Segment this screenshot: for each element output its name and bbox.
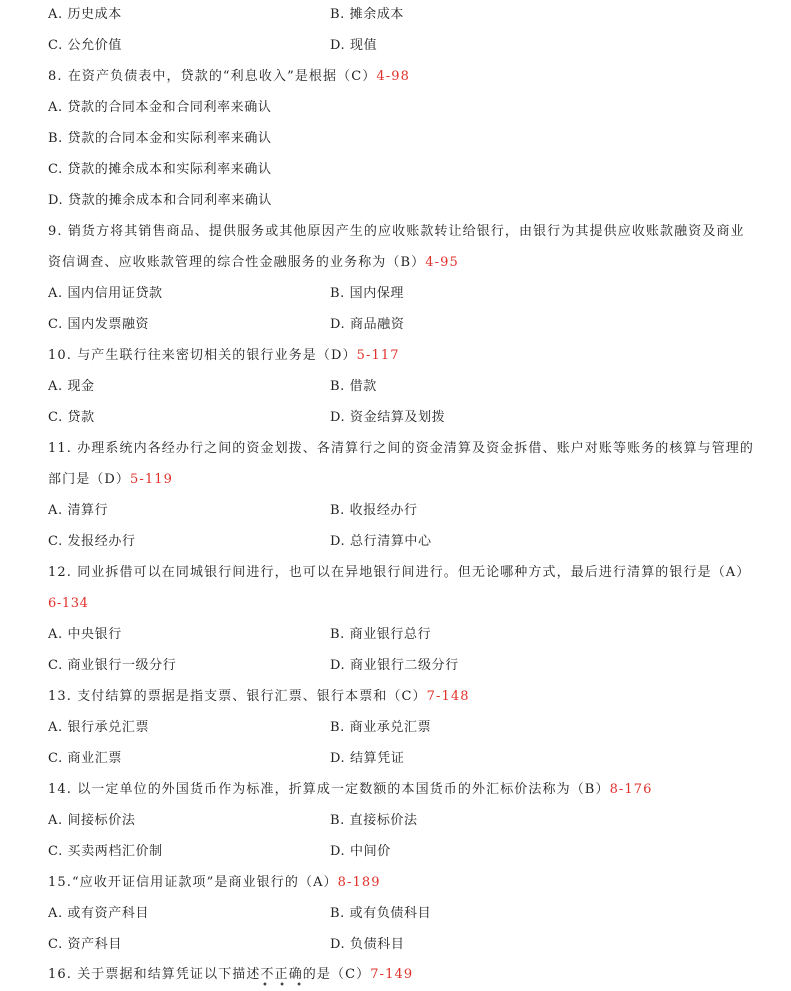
question-text: 13. 支付结算的票据是指支票、银行汇票、银行本票和（C）	[48, 689, 427, 704]
option-d: D. 资金结算及划拨	[330, 410, 446, 425]
option-d: D. 中间价	[330, 844, 391, 859]
option-a: A. 间接标价法	[48, 813, 136, 828]
option-b: B. 摊余成本	[330, 7, 405, 22]
option-d: D. 商品融资	[330, 317, 405, 332]
option-a: A. 贷款的合同本金和合同利率来确认	[48, 100, 272, 115]
question-8	[48, 68, 410, 86]
page-reference: 8-176	[609, 782, 653, 797]
page-reference: 8-189	[337, 875, 381, 890]
question-text: 资信调查、应收账款管理的综合性金融服务的业务称为（B）	[48, 255, 426, 270]
question-text: 部门是（D）	[48, 472, 131, 487]
option-b: B. 商业承兑汇票	[330, 720, 432, 735]
question-text: 16. 关于票据和结算凭证以下描述不正确的是（C）	[48, 967, 371, 982]
option-b: B. 借款	[330, 379, 377, 394]
option-a: A. 国内信用证贷款	[48, 286, 163, 301]
option-b: B. 或有负债科目	[330, 906, 432, 921]
page-reference: 4-98	[376, 69, 410, 84]
option-a: A. 清算行	[48, 503, 109, 518]
option-d: D. 贷款的摊余成本和合同利率来确认	[48, 193, 273, 208]
option-a: A. 或有资产科目	[48, 906, 150, 921]
question-text: 15.“应收开证信用证款项”是商业银行的（A）	[48, 875, 338, 890]
question-15	[48, 874, 381, 892]
question-10	[48, 347, 400, 365]
option-b: B. 商业银行总行	[330, 627, 432, 642]
option-d: D. 商业银行二级分行	[330, 658, 459, 673]
question-13	[48, 688, 470, 706]
question-16	[48, 966, 413, 984]
page-reference: 6-134	[48, 596, 89, 611]
question-9-line-2	[48, 254, 459, 272]
option-a: A. 现金	[48, 379, 95, 394]
question-11-line-2	[48, 471, 173, 489]
option-b: B. 直接标价法	[330, 813, 418, 828]
option-c: C. 国内发票融资	[48, 317, 150, 332]
option-c: C. 发报经办行	[48, 534, 136, 549]
question-9-line-1: 9. 销货方将其销售商品、提供服务或其他原因产生的应收账款转让给银行，由银行为其提供应收账款融资及商业	[48, 224, 745, 239]
option-d: D. 负债科目	[330, 937, 405, 952]
option-c: C. 贷款的摊余成本和实际利率来确认	[48, 162, 272, 177]
option-a: A. 银行承兑汇票	[48, 720, 150, 735]
option-a: A. 历史成本	[48, 7, 122, 22]
question-text: 8. 在资产负债表中，贷款的“利息收入”是根据（C）	[48, 69, 377, 84]
page-continuation-dots: • • •	[262, 980, 307, 991]
question-12: 12. 同业拆借可以在同城银行间进行，也可以在异地银行间进行。但无论哪种方式，最后进行清算的银行是（A）	[48, 565, 751, 580]
question-14	[48, 781, 653, 799]
page-reference: 5-117	[356, 348, 400, 363]
option-b: B. 国内保理	[330, 286, 405, 301]
option-c: C. 贷款	[48, 410, 95, 425]
option-c: C. 买卖两档汇价制	[48, 844, 163, 859]
question-text: 10. 与产生联行往来密切相关的银行业务是（D）	[48, 348, 357, 363]
page-reference: 7-148	[426, 689, 470, 704]
option-d: D. 结算凭证	[330, 751, 405, 766]
option-c: C. 公允价值	[48, 38, 122, 53]
option-d: D. 现值	[330, 38, 378, 53]
page-reference: 5-119	[130, 472, 174, 487]
option-c: C. 商业银行一级分行	[48, 658, 177, 673]
page-reference: 7-149	[370, 967, 414, 982]
option-c: C. 资产科目	[48, 937, 122, 952]
option-a: A. 中央银行	[48, 627, 122, 642]
option-b: B. 收报经办行	[330, 503, 418, 518]
question-11-line-1: 11. 办理系统内各经办行之间的资金划拨、各清算行之间的资金清算及资金拆借、账户对账等账务的核算与管理的	[48, 441, 755, 456]
option-b: B. 贷款的合同本金和实际利率来确认	[48, 131, 272, 146]
page-reference: 4-95	[425, 255, 459, 270]
question-text: 14. 以一定单位的外国货币作为标准，折算成一定数额的本国货币的外汇标价法称为（B）	[48, 782, 610, 797]
option-c: C. 商业汇票	[48, 751, 122, 766]
option-d: D. 总行清算中心	[330, 534, 432, 549]
